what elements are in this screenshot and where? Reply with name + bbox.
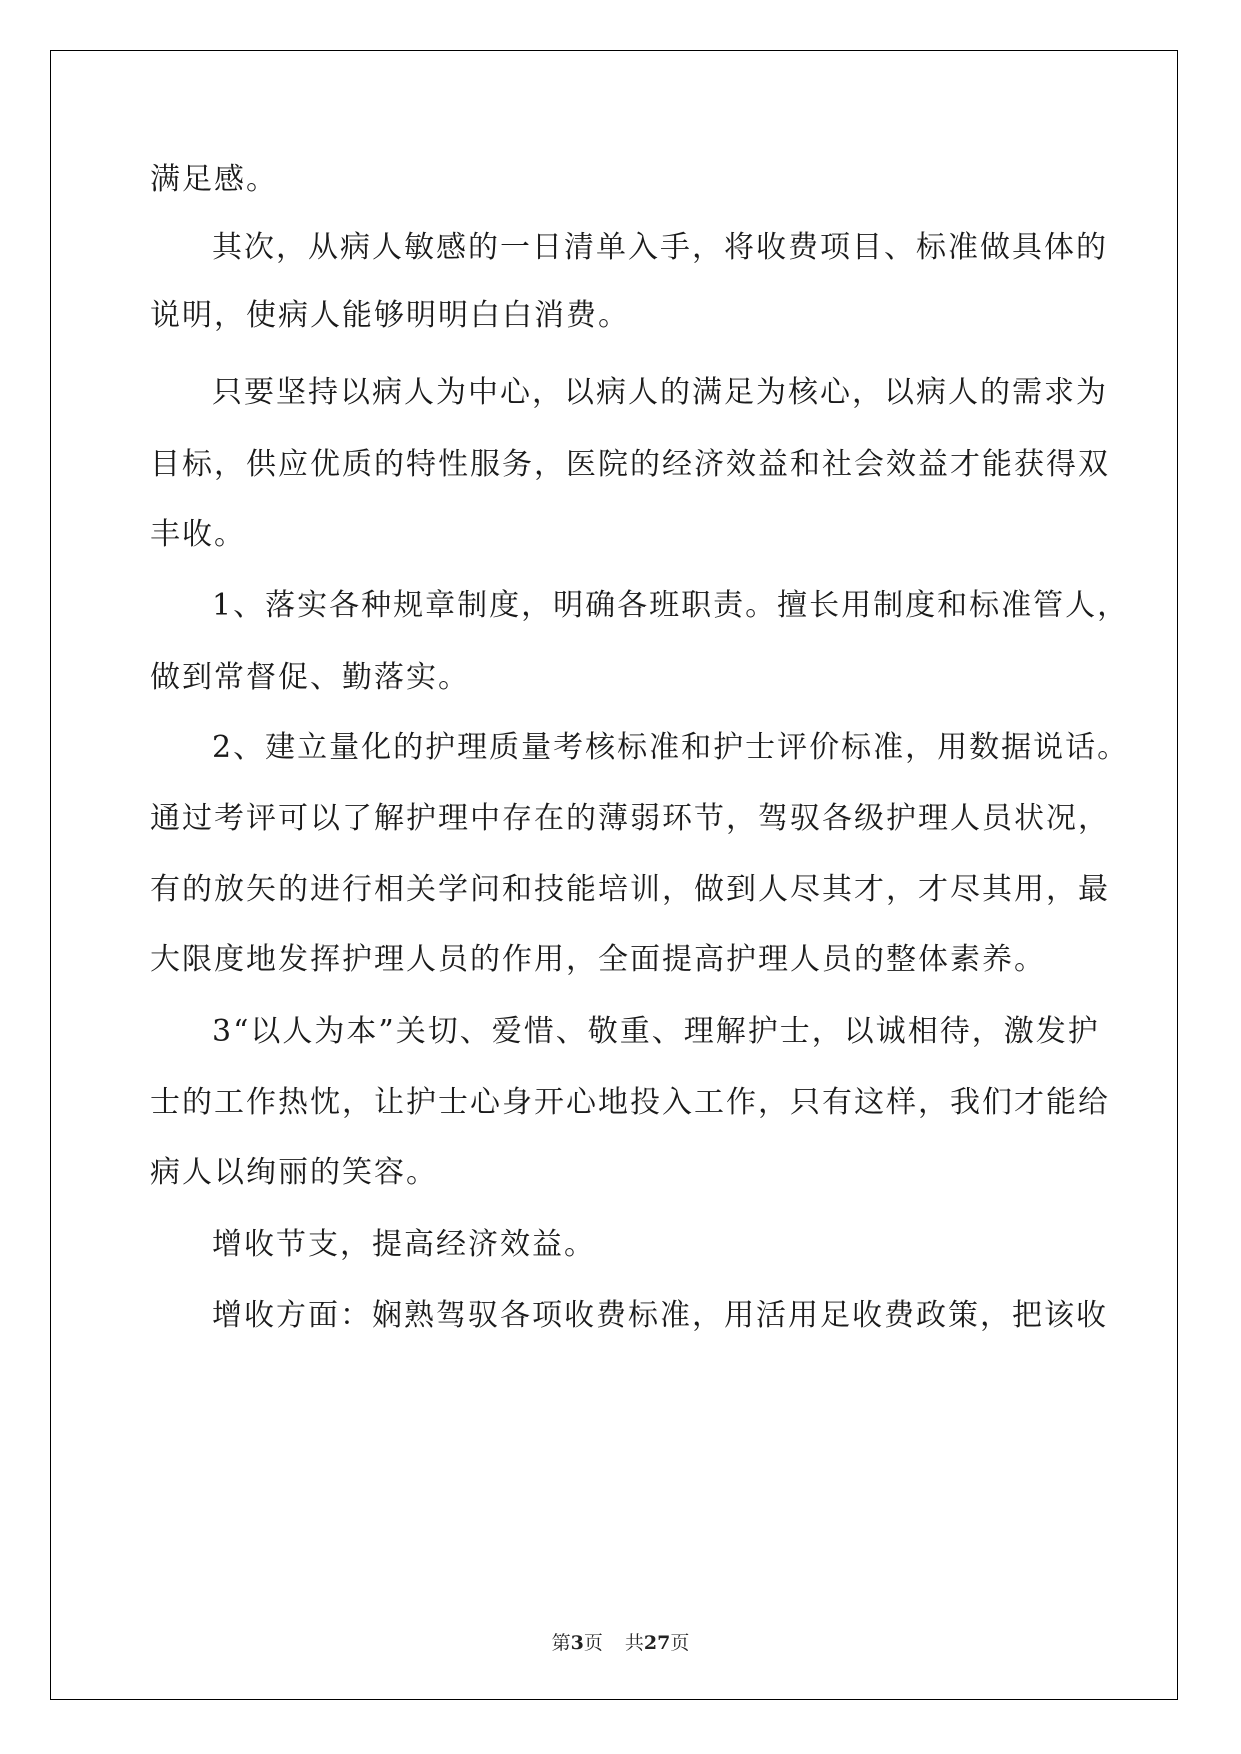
body-line: 做到常督促、勤落实。: [150, 660, 470, 695]
footer-total-unit: 页: [670, 1632, 690, 1654]
body-line: 增收方面：娴熟驾驭各项收费标准，用活用足收费政策，把该收: [212, 1298, 1108, 1333]
body-line: 通过考评可以了解护理中存在的薄弱环节，驾驭各级护理人员状况，: [150, 801, 1110, 836]
body-line: 丰收。: [150, 517, 246, 552]
page-footer: [0, 1628, 1241, 1655]
body-line: 大限度地发挥护理人员的作用，全面提高护理人员的整体素养。: [150, 942, 1046, 977]
footer-total-prefix: 共: [624, 1632, 644, 1654]
footer-total-pages: 27: [643, 1632, 671, 1654]
body-line: 增收节支，提高经济效益。: [212, 1227, 596, 1262]
body-line: 说明，使病人能够明明白白消费。: [150, 298, 630, 333]
body-line: 满足感。: [150, 162, 278, 197]
body-line: 1、落实各种规章制度，明确各班职责。擅长用制度和标准管人，: [212, 588, 1130, 623]
body-line: 只要坚持以病人为中心，以病人的满足为核心，以病人的需求为: [212, 375, 1108, 410]
body-line: 病人以绚丽的笑容。: [150, 1155, 438, 1190]
body-line: 3“以人为本”关切、爱惜、敬重、理解护士，以诚相待，激发护: [212, 1014, 1100, 1049]
footer-page-current: 3: [570, 1632, 584, 1654]
body-line: 士的工作热忱，让护士心身开心地投入工作，只有这样，我们才能给: [150, 1085, 1110, 1120]
body-line: 有的放矢的进行相关学问和技能培训，做到人尽其才，才尽其用，最: [150, 872, 1110, 907]
body-line: 目标，供应优质的特性服务，医院的经济效益和社会效益才能获得双: [150, 447, 1110, 482]
footer-page-unit: 页: [583, 1632, 603, 1654]
body-line: 其次，从病人敏感的一日清单入手，将收费项目、标准做具体的: [212, 230, 1108, 265]
footer-page-prefix: 第: [551, 1632, 571, 1654]
body-line: 2、建立量化的护理质量考核标准和护士评价标准，用数据说话。: [212, 730, 1130, 765]
